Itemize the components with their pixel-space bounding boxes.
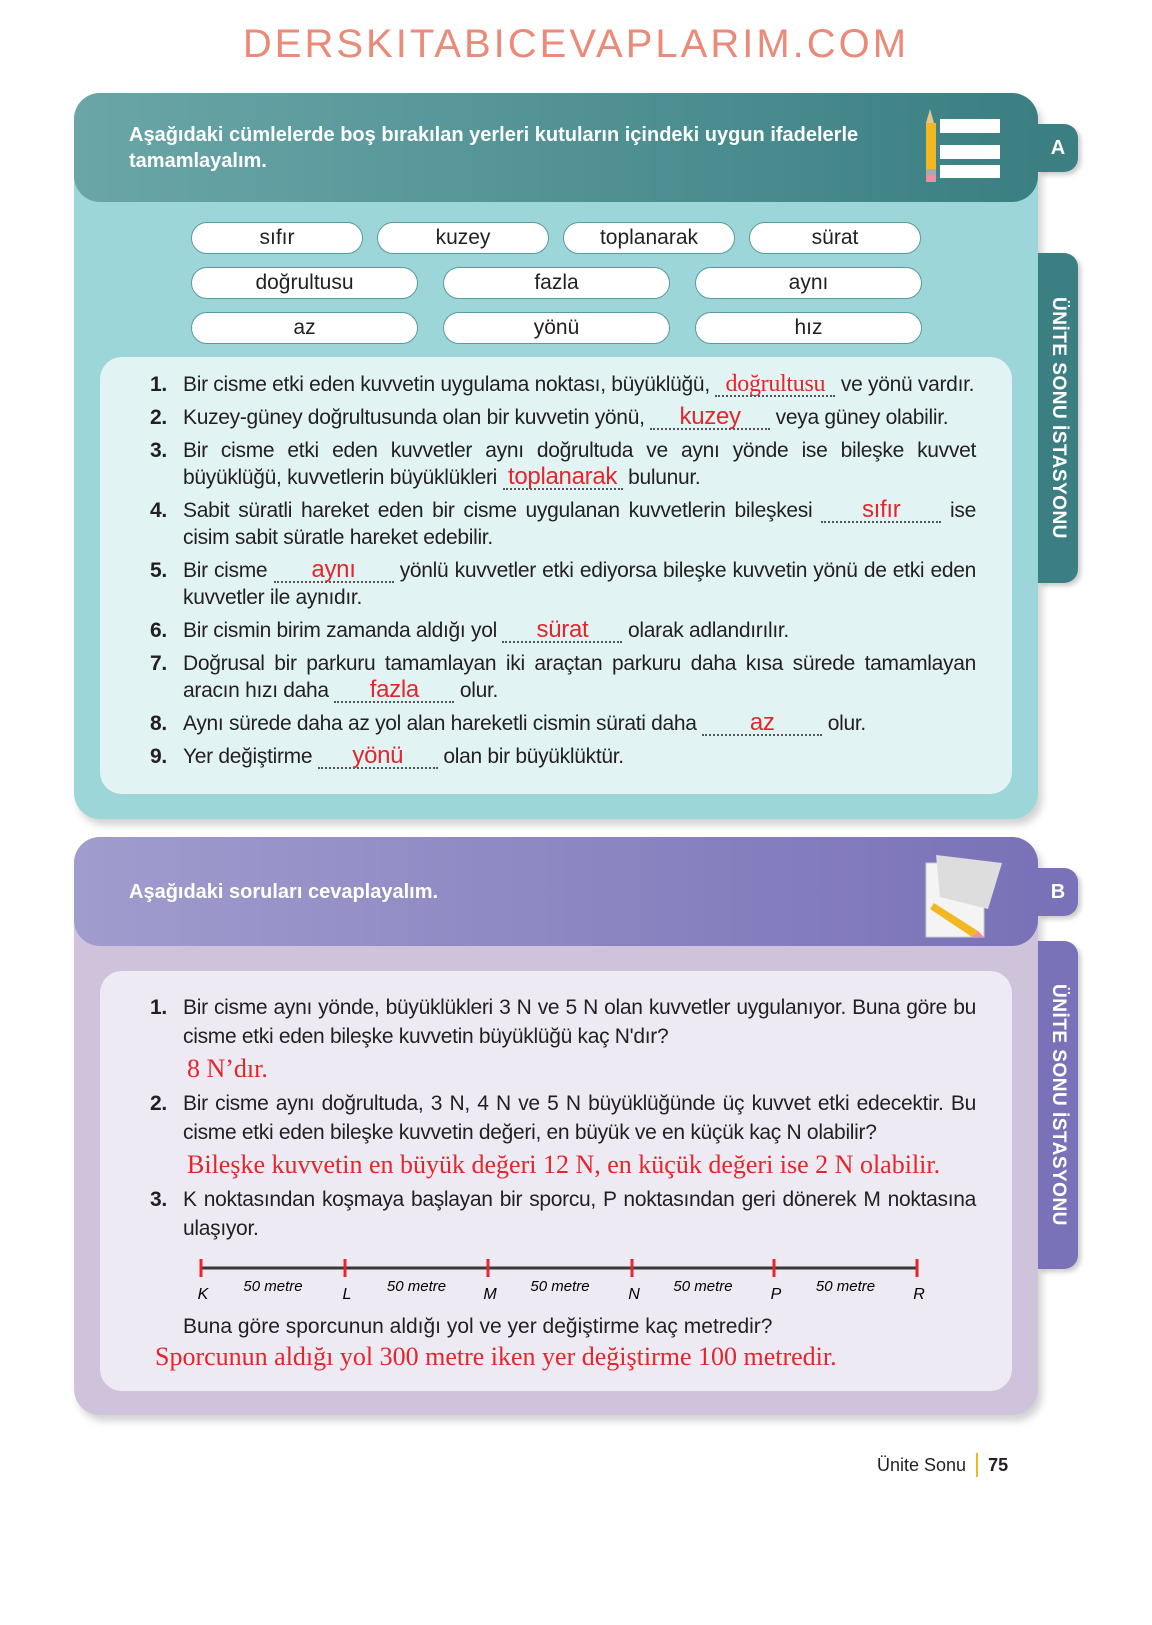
question-text: olur. <box>822 712 866 735</box>
question-text: Aynı sürede daha az yol alan hareketli cismin sürati daha <box>183 712 703 735</box>
point-label-P: P <box>770 1286 782 1303</box>
question-b-1 <box>150 993 976 1051</box>
question-number: 3. <box>150 1188 167 1211</box>
segment-label: 50 metre <box>530 1278 590 1295</box>
answer-b-1: 8 N’dır. <box>187 1054 268 1083</box>
segment-label: 50 metre <box>386 1278 447 1295</box>
point-label-N: N <box>628 1286 640 1303</box>
filled-answer: fazla <box>369 676 419 703</box>
side-tab-unit-end[interactable]: ÜNİTE SONU İSTASYONU <box>1038 253 1078 583</box>
question-text: K noktasından koşmaya başlayan bir sporcu, P noktasından geri dönerek M noktasına ulaşıyor. <box>183 1188 976 1240</box>
question-text: Bir cisme <box>183 559 274 582</box>
question-text: veya güney olabilir. <box>770 406 949 429</box>
footer <box>877 1453 1152 1477</box>
word-box-item: az <box>191 312 418 344</box>
word-box-item: doğrultusu <box>191 267 418 299</box>
question-a-6 <box>150 617 976 644</box>
watermark: DERSKITABICEVAPLARIM.COM <box>242 22 910 66</box>
filled-answer: sürat <box>536 616 589 643</box>
question-text: Yer değiştirme <box>183 745 318 768</box>
question-number: 5. <box>150 559 167 582</box>
question-text: olan bir büyüklüktür. <box>437 745 624 768</box>
question-number: 1. <box>150 373 167 396</box>
filled-answer: toplanarak <box>508 463 618 490</box>
question-text: Bir cisme etki eden kuvvetler aynı doğrultuda ve aynı yönde ise bileşke kuvvet büyüklüğü, kuvvetlerin büyüklükleri <box>183 439 976 489</box>
question-a-9 <box>150 743 976 770</box>
question-text: bulunur. <box>622 466 701 489</box>
question-b-3-followup: Buna göre sporcunun aldığı yol ve yer değiştirme kaç metredir? <box>183 1315 773 1338</box>
question-text: Bir cismin birim zamanda aldığı yol <box>183 619 503 642</box>
word-box-item: toplanarak <box>563 222 735 254</box>
question-text: Bir cisme etki eden kuvvetin uygulama noktası, büyüklüğü, <box>183 373 716 396</box>
answer-blank <box>821 496 941 523</box>
section-b <box>74 837 1069 1415</box>
segment-label: 50 metre <box>243 1278 303 1295</box>
section-a-header <box>74 93 1038 202</box>
question-text: yönlü kuvvetler etki ediyorsa bileşke kuvvetin yönü de etki eden kuvvetler ile aynıdır. <box>183 559 976 609</box>
section-a-instruction: Aşağıdaki cümlelerde boş bırakılan yerleri kutuların içindeki uygun ifadelerle tamamlayalım. <box>129 123 859 172</box>
answer-blank <box>715 371 835 397</box>
answer-blank <box>502 616 622 643</box>
question-a-1 <box>150 371 976 398</box>
question-text: Sabit süratli hareket eden bir cisme uygulanan kuvvetlerin bileşkesi <box>183 499 822 522</box>
questions-panel-a <box>100 357 1012 794</box>
question-b-3 <box>150 1185 976 1243</box>
answer-blank <box>274 556 394 583</box>
tab-b[interactable]: B <box>1038 868 1078 916</box>
answer-b-2: Bileşke kuvvetin en büyük değeri 12 N, en küçük değeri ise 2 N olabilir. <box>187 1150 941 1179</box>
question-number: 8. <box>150 712 167 735</box>
answer-blank <box>650 403 770 430</box>
point-label-L: L <box>342 1286 352 1303</box>
question-number: 6. <box>150 619 167 642</box>
question-number: 4. <box>150 499 167 522</box>
question-text: olarak adlandırılır. <box>622 619 789 642</box>
question-number: 9. <box>150 745 167 768</box>
question-number: 2. <box>150 1092 167 1115</box>
question-a-7 <box>150 650 976 704</box>
question-text: ise cisim sabit süratle hareket edebilir. <box>183 499 976 549</box>
segment-label: 50 metre <box>673 1278 733 1295</box>
question-number: 7. <box>150 652 167 675</box>
word-box-item: hız <box>695 312 922 344</box>
point-label-M: M <box>483 1286 497 1303</box>
question-text: Bir cisme aynı yönde, büyüklükleri 3 N ve 5 N olan kuvvetler uygulanıyor. Buna göre bu cisme etki eden bileşke kuvvetin büyüklüğü kaç N'dır? <box>183 996 976 1048</box>
pencil-paper-icon <box>922 105 1004 185</box>
number-line <box>190 1253 940 1308</box>
questions-panel-b <box>100 971 1012 1391</box>
answer-blank <box>318 742 438 769</box>
section-b-header <box>74 837 1038 946</box>
word-box <box>74 202 1038 344</box>
word-box-item: sürat <box>749 222 921 254</box>
word-box-item: sıfır <box>191 222 363 254</box>
point-label-R: R <box>913 1286 925 1303</box>
question-a-4 <box>150 497 976 551</box>
section-a <box>74 93 1069 819</box>
question-text: olur. <box>454 679 499 702</box>
filled-answer: yönü <box>352 742 404 769</box>
filled-answer: aynı <box>311 556 356 583</box>
filled-answer: az <box>749 709 775 736</box>
footer-divider <box>976 1453 978 1477</box>
word-box-item: aynı <box>695 267 922 299</box>
word-box-item: kuzey <box>377 222 549 254</box>
question-b-2 <box>150 1089 976 1147</box>
word-box-item: yönü <box>443 312 670 344</box>
filled-answer: doğrultusu <box>725 371 826 397</box>
question-a-2 <box>150 404 976 431</box>
question-text: Bir cisme aynı doğrultuda, 3 N, 4 N ve 5 N büyüklüğünde üç kuvvet etki edecektir. Bu cisme etki eden bileşke kuvvetin değeri, en büyük ve en küçük kaç N olabilir? <box>183 1092 976 1144</box>
question-text: ve yönü vardır. <box>835 373 975 396</box>
question-text: Kuzey-güney doğrultusunda olan bir kuvvetin yönü, <box>183 406 651 429</box>
notepad-pencil-icon <box>922 849 1004 941</box>
question-number: 2. <box>150 406 167 429</box>
section-b-instruction: Aşağıdaki soruları cevaplayalım. <box>129 880 439 903</box>
filled-answer: sıfır <box>861 496 901 523</box>
side-tab-unit-end-b[interactable]: ÜNİTE SONU İSTASYONU <box>1038 941 1078 1269</box>
tab-a[interactable]: A <box>1038 124 1078 172</box>
question-number: 3. <box>150 439 167 462</box>
page-number: 75 <box>988 1454 1009 1475</box>
answer-blank <box>702 709 822 736</box>
footer-label: Ünite Sonu <box>877 1454 967 1475</box>
answer-blank <box>503 463 623 490</box>
question-text: Doğrusal bir parkuru tamamlayan iki araçtan parkuru daha kısa sürede tamamlayan aracın hızı daha <box>183 652 976 702</box>
word-box-item: fazla <box>443 267 670 299</box>
question-a-5 <box>150 557 976 611</box>
question-a-8 <box>150 710 976 737</box>
point-label-K: K <box>197 1286 209 1303</box>
question-a-3 <box>150 437 976 491</box>
answer-blank <box>334 676 454 703</box>
segment-label: 50 metre <box>815 1278 876 1295</box>
answer-b-3: Sporcunun aldığı yol 300 metre iken yer değiştirme 100 metredir. <box>155 1342 837 1371</box>
filled-answer: kuzey <box>679 403 741 430</box>
question-number: 1. <box>150 996 167 1019</box>
